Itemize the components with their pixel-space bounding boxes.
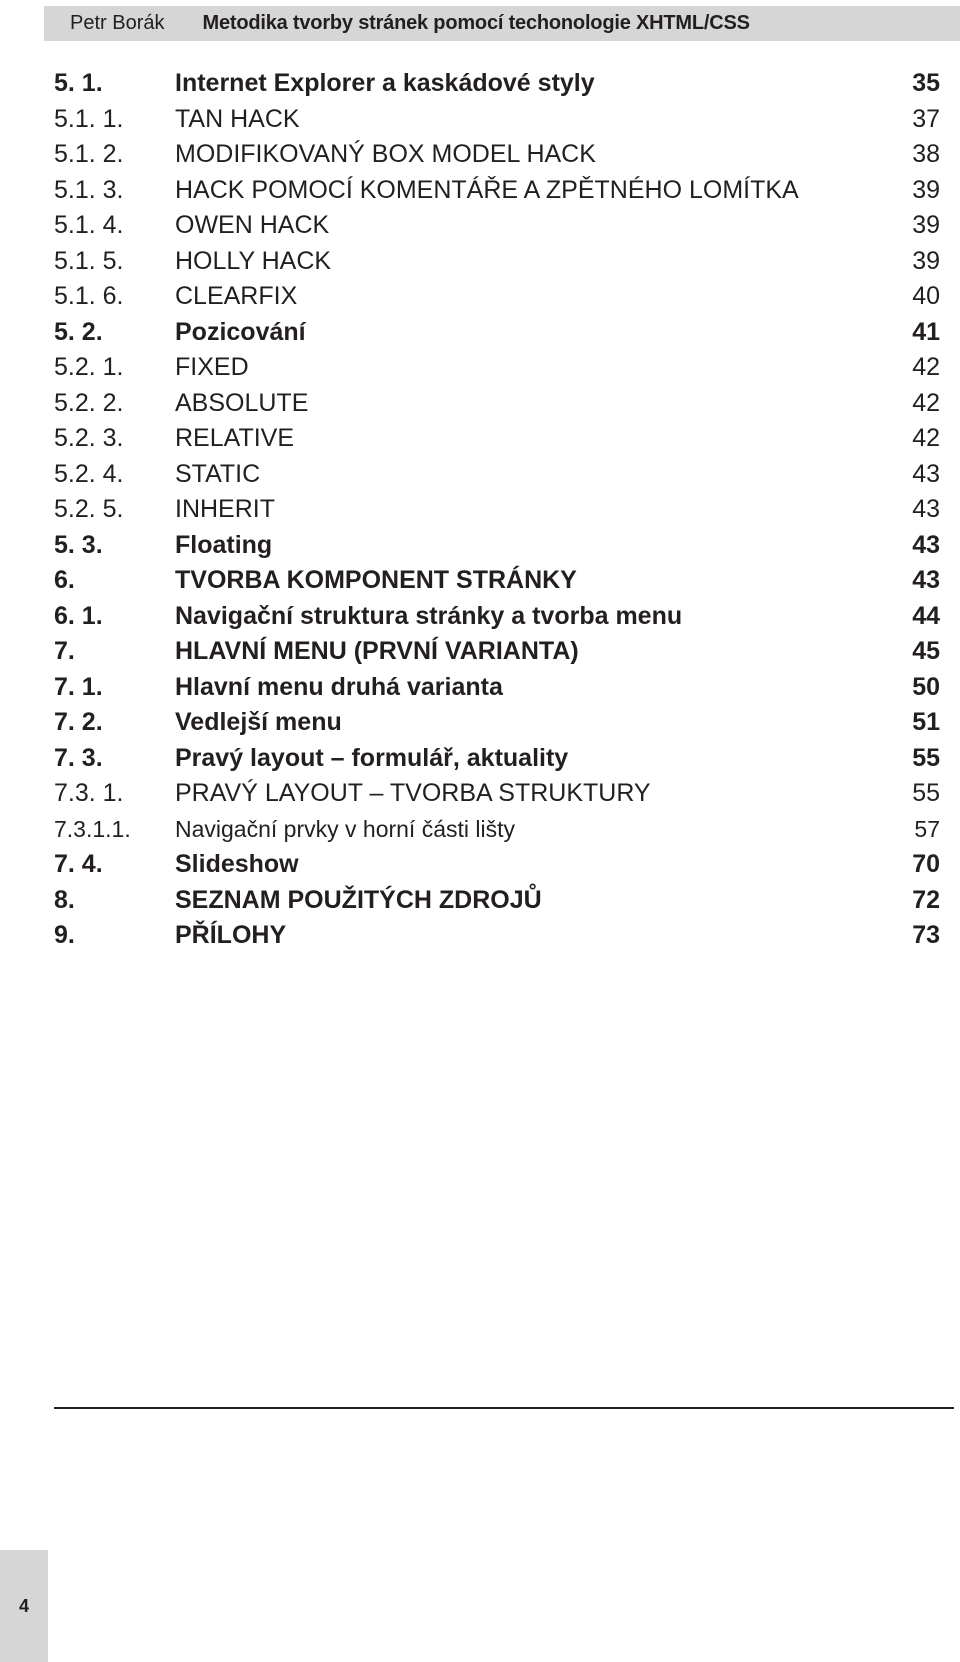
toc-entry-title: MODIFIKOVANÝ BOX MODEL HACK — [175, 140, 596, 168]
toc-entry-title: TAN HACK — [175, 104, 300, 133]
toc-entry-number: 8. — [54, 885, 75, 914]
toc-entry-number: 7. 3. — [54, 743, 103, 772]
toc-entry[interactable] — [54, 918, 940, 954]
toc-entry[interactable] — [54, 776, 940, 812]
header-author: Petr Borák — [70, 12, 165, 34]
toc-entry-number: 5.2. 2. — [54, 388, 124, 417]
toc-entry-number: 7. — [54, 637, 75, 665]
toc-entry-page: 51 — [912, 708, 940, 736]
toc-entry-title: STATIC — [175, 459, 261, 488]
running-header — [44, 6, 960, 41]
toc-entry-number: 9. — [54, 921, 75, 949]
toc-entry[interactable] — [54, 173, 940, 209]
toc-entry-number: 7.3.1.1. — [54, 815, 131, 842]
toc-entry-page: 38 — [912, 140, 940, 168]
toc-entry-page: 42 — [912, 388, 940, 417]
toc-entry-number: 5.1. 1. — [54, 104, 124, 133]
toc-entry-number: 5.2. 3. — [54, 424, 124, 452]
toc-entry-title: INHERIT — [175, 495, 275, 523]
toc-entry-number: 5.1. 5. — [54, 246, 124, 275]
toc-entry-number: 5. 2. — [54, 317, 103, 346]
toc-entry-page: 40 — [912, 282, 940, 310]
toc-entry-title: HOLLY HACK — [175, 246, 332, 275]
toc-entry-page: 72 — [912, 885, 940, 914]
page-number: 4 — [18, 1595, 29, 1616]
toc-entry-title: Pravý layout – formulář, aktuality — [175, 743, 569, 772]
toc-entry-title: HACK POMOCÍ KOMENTÁŘE A ZPĚTNÉHO LOMÍTKA — [175, 175, 799, 204]
toc-entry-page: 39 — [912, 211, 940, 239]
toc-entry[interactable] — [54, 670, 940, 706]
toc-entry-title: HLAVNÍ MENU (PRVNÍ VARIANTA) — [175, 637, 579, 665]
table-of-contents — [54, 66, 940, 954]
toc-entry[interactable] — [54, 705, 940, 741]
toc-entry-title: OWEN HACK — [175, 211, 330, 239]
toc-entry-page: 43 — [912, 495, 940, 523]
toc-entry-number: 5. 1. — [54, 69, 103, 97]
toc-entry-number: 5.1. 2. — [54, 140, 124, 168]
toc-entry-page: 55 — [912, 779, 940, 807]
page-number-box — [0, 1550, 48, 1662]
toc-entry-title: ABSOLUTE — [175, 388, 309, 417]
toc-entry[interactable] — [54, 421, 940, 457]
toc-entry-number: 5. 3. — [54, 530, 103, 559]
toc-entry-title: Navigační prvky v horní části lišty — [175, 815, 516, 842]
toc-entry[interactable] — [54, 102, 940, 138]
toc-entry-page: 42 — [912, 353, 940, 381]
toc-entry-page: 43 — [912, 459, 940, 488]
toc-entry-title: Navigační struktura stránky a tvorba menu — [175, 601, 683, 630]
toc-entry-number: 7.3. 1. — [54, 779, 124, 807]
toc-entry[interactable] — [54, 812, 940, 848]
toc-entry-number: 5.1. 4. — [54, 211, 124, 239]
toc-entry[interactable] — [54, 244, 940, 280]
toc-entry[interactable] — [54, 66, 940, 102]
toc-entry[interactable] — [54, 492, 940, 528]
toc-entry-page: 44 — [912, 601, 940, 630]
toc-entry-page: 42 — [912, 424, 940, 452]
toc-entry-page: 41 — [912, 317, 940, 346]
toc-entry-title: PRAVÝ LAYOUT – TVORBA STRUKTURY — [175, 779, 651, 807]
toc-entry-number: 5.2. 4. — [54, 459, 124, 488]
toc-entry[interactable] — [54, 386, 940, 422]
toc-entry-title: Hlavní menu druhá varianta — [175, 672, 503, 701]
toc-entry-title: Vedlejší menu — [175, 708, 342, 736]
toc-entry[interactable] — [54, 279, 940, 315]
toc-entry-number: 5.1. 3. — [54, 175, 124, 204]
toc-entry-title: Floating — [175, 530, 273, 559]
toc-entry-number: 7. 2. — [54, 708, 103, 736]
toc-entry-title: Internet Explorer a kaskádové styly — [175, 69, 595, 97]
toc-entry-page: 55 — [912, 743, 940, 772]
toc-entry-page: 39 — [912, 246, 940, 275]
toc-entry-page: 57 — [914, 815, 940, 842]
toc-entry-page: 45 — [912, 637, 940, 665]
toc-entry-number: 7. 1. — [54, 672, 103, 701]
toc-entry-page: 35 — [912, 69, 940, 97]
toc-entry[interactable] — [54, 847, 940, 883]
toc-entry-page: 37 — [912, 104, 940, 133]
toc-entry-title: FIXED — [175, 353, 249, 381]
footer-rule — [54, 1407, 954, 1409]
toc-entry[interactable] — [54, 741, 940, 777]
toc-entry-title: Pozicování — [175, 317, 306, 346]
toc-entry-number: 5.2. 5. — [54, 495, 124, 523]
toc-entry-title: SEZNAM POUŽITÝCH ZDROJŮ — [175, 885, 542, 914]
toc-entry[interactable] — [54, 315, 940, 351]
toc-entry[interactable] — [54, 599, 940, 635]
toc-entry[interactable] — [54, 350, 940, 386]
toc-entry-number: 5.1. 6. — [54, 282, 124, 310]
toc-entry-title: RELATIVE — [175, 424, 295, 452]
toc-entry[interactable] — [54, 634, 940, 670]
toc-entry[interactable] — [54, 457, 940, 493]
toc-entry-page: 73 — [912, 921, 940, 949]
toc-entry[interactable] — [54, 137, 940, 173]
toc-entry-page: 39 — [912, 175, 940, 204]
toc-entry-page: 43 — [912, 530, 940, 559]
toc-entry-title: Slideshow — [175, 850, 299, 878]
toc-entry[interactable] — [54, 528, 940, 564]
toc-entry-page: 70 — [912, 850, 940, 878]
toc-entry[interactable] — [54, 208, 940, 244]
toc-entry-number: 6. 1. — [54, 601, 103, 630]
toc-entry-page: 50 — [912, 672, 940, 701]
toc-entry-number: 7. 4. — [54, 850, 103, 878]
toc-entry-title: TVORBA KOMPONENT STRÁNKY — [175, 566, 577, 594]
header-title: Metodika tvorby stránek pomocí techonologie XHTML/CSS — [202, 12, 750, 34]
toc-entry-title: CLEARFIX — [175, 282, 298, 310]
toc-entry-number: 6. — [54, 566, 75, 594]
toc-entry[interactable] — [54, 563, 940, 599]
toc-entry[interactable] — [54, 883, 940, 919]
toc-entry-title: PŘÍLOHY — [175, 921, 287, 949]
toc-entry-number: 5.2. 1. — [54, 353, 124, 381]
toc-entry-page: 43 — [912, 566, 940, 594]
